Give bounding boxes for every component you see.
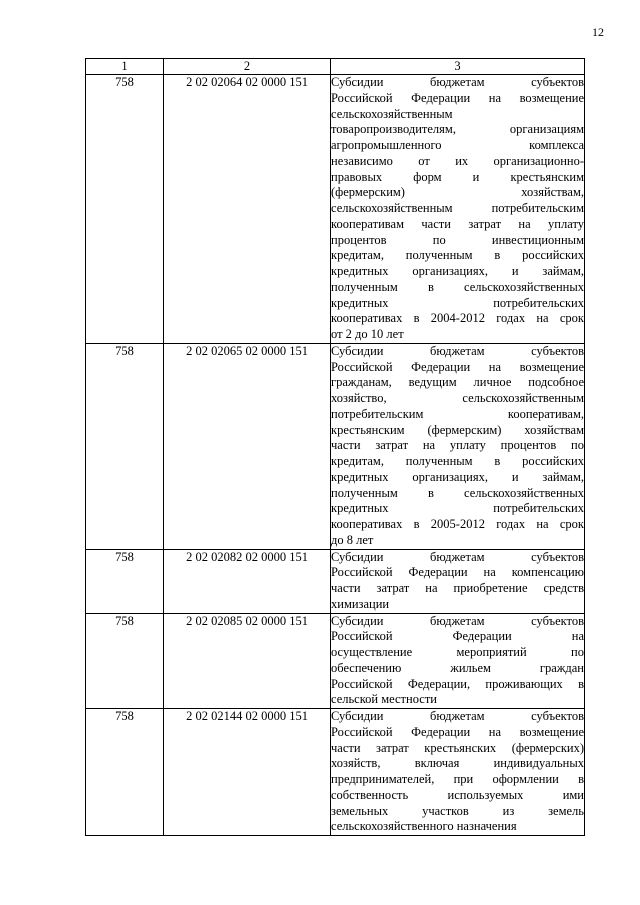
description-line: Субсидии бюджетам субъектов xyxy=(331,549,584,564)
description-line: Российской Федерации на xyxy=(331,629,584,644)
description-line: кооперативах в 2005-2012 годах на срок xyxy=(331,517,584,531)
header-row xyxy=(86,59,585,75)
description-line: части затрат крестьянских (фермерских) xyxy=(331,740,584,755)
description-cell xyxy=(331,75,585,344)
description-line: Российской Федерации, проживающих в xyxy=(331,676,584,691)
description-line: части затрат на уплату процентов по xyxy=(331,438,584,453)
kbk-code-cell: 2 02 02082 02 0000 151 xyxy=(164,549,331,613)
description-line: до 8 лет xyxy=(331,532,374,547)
description-line: кооперативах в 2004-2012 годах на срок xyxy=(331,311,584,326)
description-line: Субсидии бюджетам субъектов xyxy=(331,613,584,628)
description-line: Субсидии бюджетам субъектов xyxy=(331,75,584,89)
budget-codes-table xyxy=(85,58,585,836)
column-header: 3 xyxy=(331,59,585,75)
description-line: хозяйство, сельскохозяйственным xyxy=(331,391,584,405)
kbk-code-cell: 2 02 02064 02 0000 151 xyxy=(164,75,331,344)
kbk-code-cell: 2 02 02065 02 0000 151 xyxy=(164,343,331,549)
admin-code-cell: 758 xyxy=(86,709,164,836)
description-line: сельскохозяйственным потребительским xyxy=(331,201,584,215)
table-row xyxy=(86,343,585,549)
description-cell xyxy=(331,709,585,836)
description-line: химизации xyxy=(331,596,390,611)
description-line: предпринимателей, при оформлении в xyxy=(331,772,584,786)
description-line: независимо от их организационно- xyxy=(331,153,584,168)
description-line: полученным в сельскохозяйственных xyxy=(331,485,584,500)
description-line: сельскохозяйственного назначения xyxy=(331,819,517,834)
description-cell xyxy=(331,613,585,709)
description-line: обеспечению жильем граждан xyxy=(331,660,584,675)
description-line: Субсидии бюджетам субъектов xyxy=(331,709,584,723)
description-line: собственность используемых ими xyxy=(331,787,584,802)
description-line: Российской Федерации на возмещение xyxy=(331,359,584,374)
table-body xyxy=(86,75,585,836)
description-line: кредитных организациях, и займам, xyxy=(331,264,584,278)
description-line: потребительским кооперативам, xyxy=(331,406,584,421)
description-line: Российской Федерации на возмещение xyxy=(331,90,584,105)
description-line: Субсидии бюджетам субъектов xyxy=(331,343,584,358)
table-row xyxy=(86,613,585,709)
description-line: агропромышленного комплекса xyxy=(331,138,584,152)
description-line: Российской Федерации на возмещение xyxy=(331,724,584,739)
description-line: крестьянским (фермерским) хозяйствам xyxy=(331,422,584,437)
description-line: кредитам, полученным в российских xyxy=(331,454,584,468)
kbk-code-cell: 2 02 02144 02 0000 151 xyxy=(164,709,331,836)
description-line: кредитам, полученным в российских xyxy=(331,248,584,263)
column-header: 1 xyxy=(86,59,164,75)
description-line: от 2 до 10 лет xyxy=(331,327,404,341)
description-cell xyxy=(331,549,585,613)
description-line: сельскохозяйственным xyxy=(331,106,453,121)
description-line: кооперативам части затрат на уплату xyxy=(331,216,584,231)
description-line: кредитных потребительских xyxy=(331,295,584,310)
description-line: (фермерским) хозяйствам, xyxy=(331,185,584,200)
description-line: правовых форм и крестьянским xyxy=(331,169,584,184)
description-line: части затрат на приобретение средств xyxy=(331,581,584,595)
description-line: процентов по инвестиционным xyxy=(331,232,584,247)
description-line: Российской Федерации на компенсацию xyxy=(331,565,584,580)
admin-code-cell: 758 xyxy=(86,75,164,344)
admin-code-cell: 758 xyxy=(86,343,164,549)
description-line: осуществление мероприятий по xyxy=(331,645,584,659)
column-header: 2 xyxy=(164,59,331,75)
description-line: хозяйств, включая индивидуальных xyxy=(331,756,584,771)
description-line: кредитных организациях, и займам, xyxy=(331,469,584,484)
table-row xyxy=(86,549,585,613)
page-number: 12 xyxy=(592,25,604,39)
description-line: кредитных потребительских xyxy=(331,501,584,516)
admin-code-cell: 758 xyxy=(86,549,164,613)
kbk-code-cell: 2 02 02085 02 0000 151 xyxy=(164,613,331,709)
description-line: товаропроизводителям, организациям xyxy=(331,122,584,137)
description-line: полученным в сельскохозяйственных xyxy=(331,279,584,294)
admin-code-cell: 758 xyxy=(86,613,164,709)
table-header xyxy=(86,59,585,75)
description-line: гражданам, ведущим личное подсобное xyxy=(331,375,584,390)
description-line: земельных участков из земель xyxy=(331,803,584,818)
description-cell xyxy=(331,343,585,549)
description-line: сельской местности xyxy=(331,692,437,707)
table-row xyxy=(86,709,585,836)
table-row xyxy=(86,75,585,344)
